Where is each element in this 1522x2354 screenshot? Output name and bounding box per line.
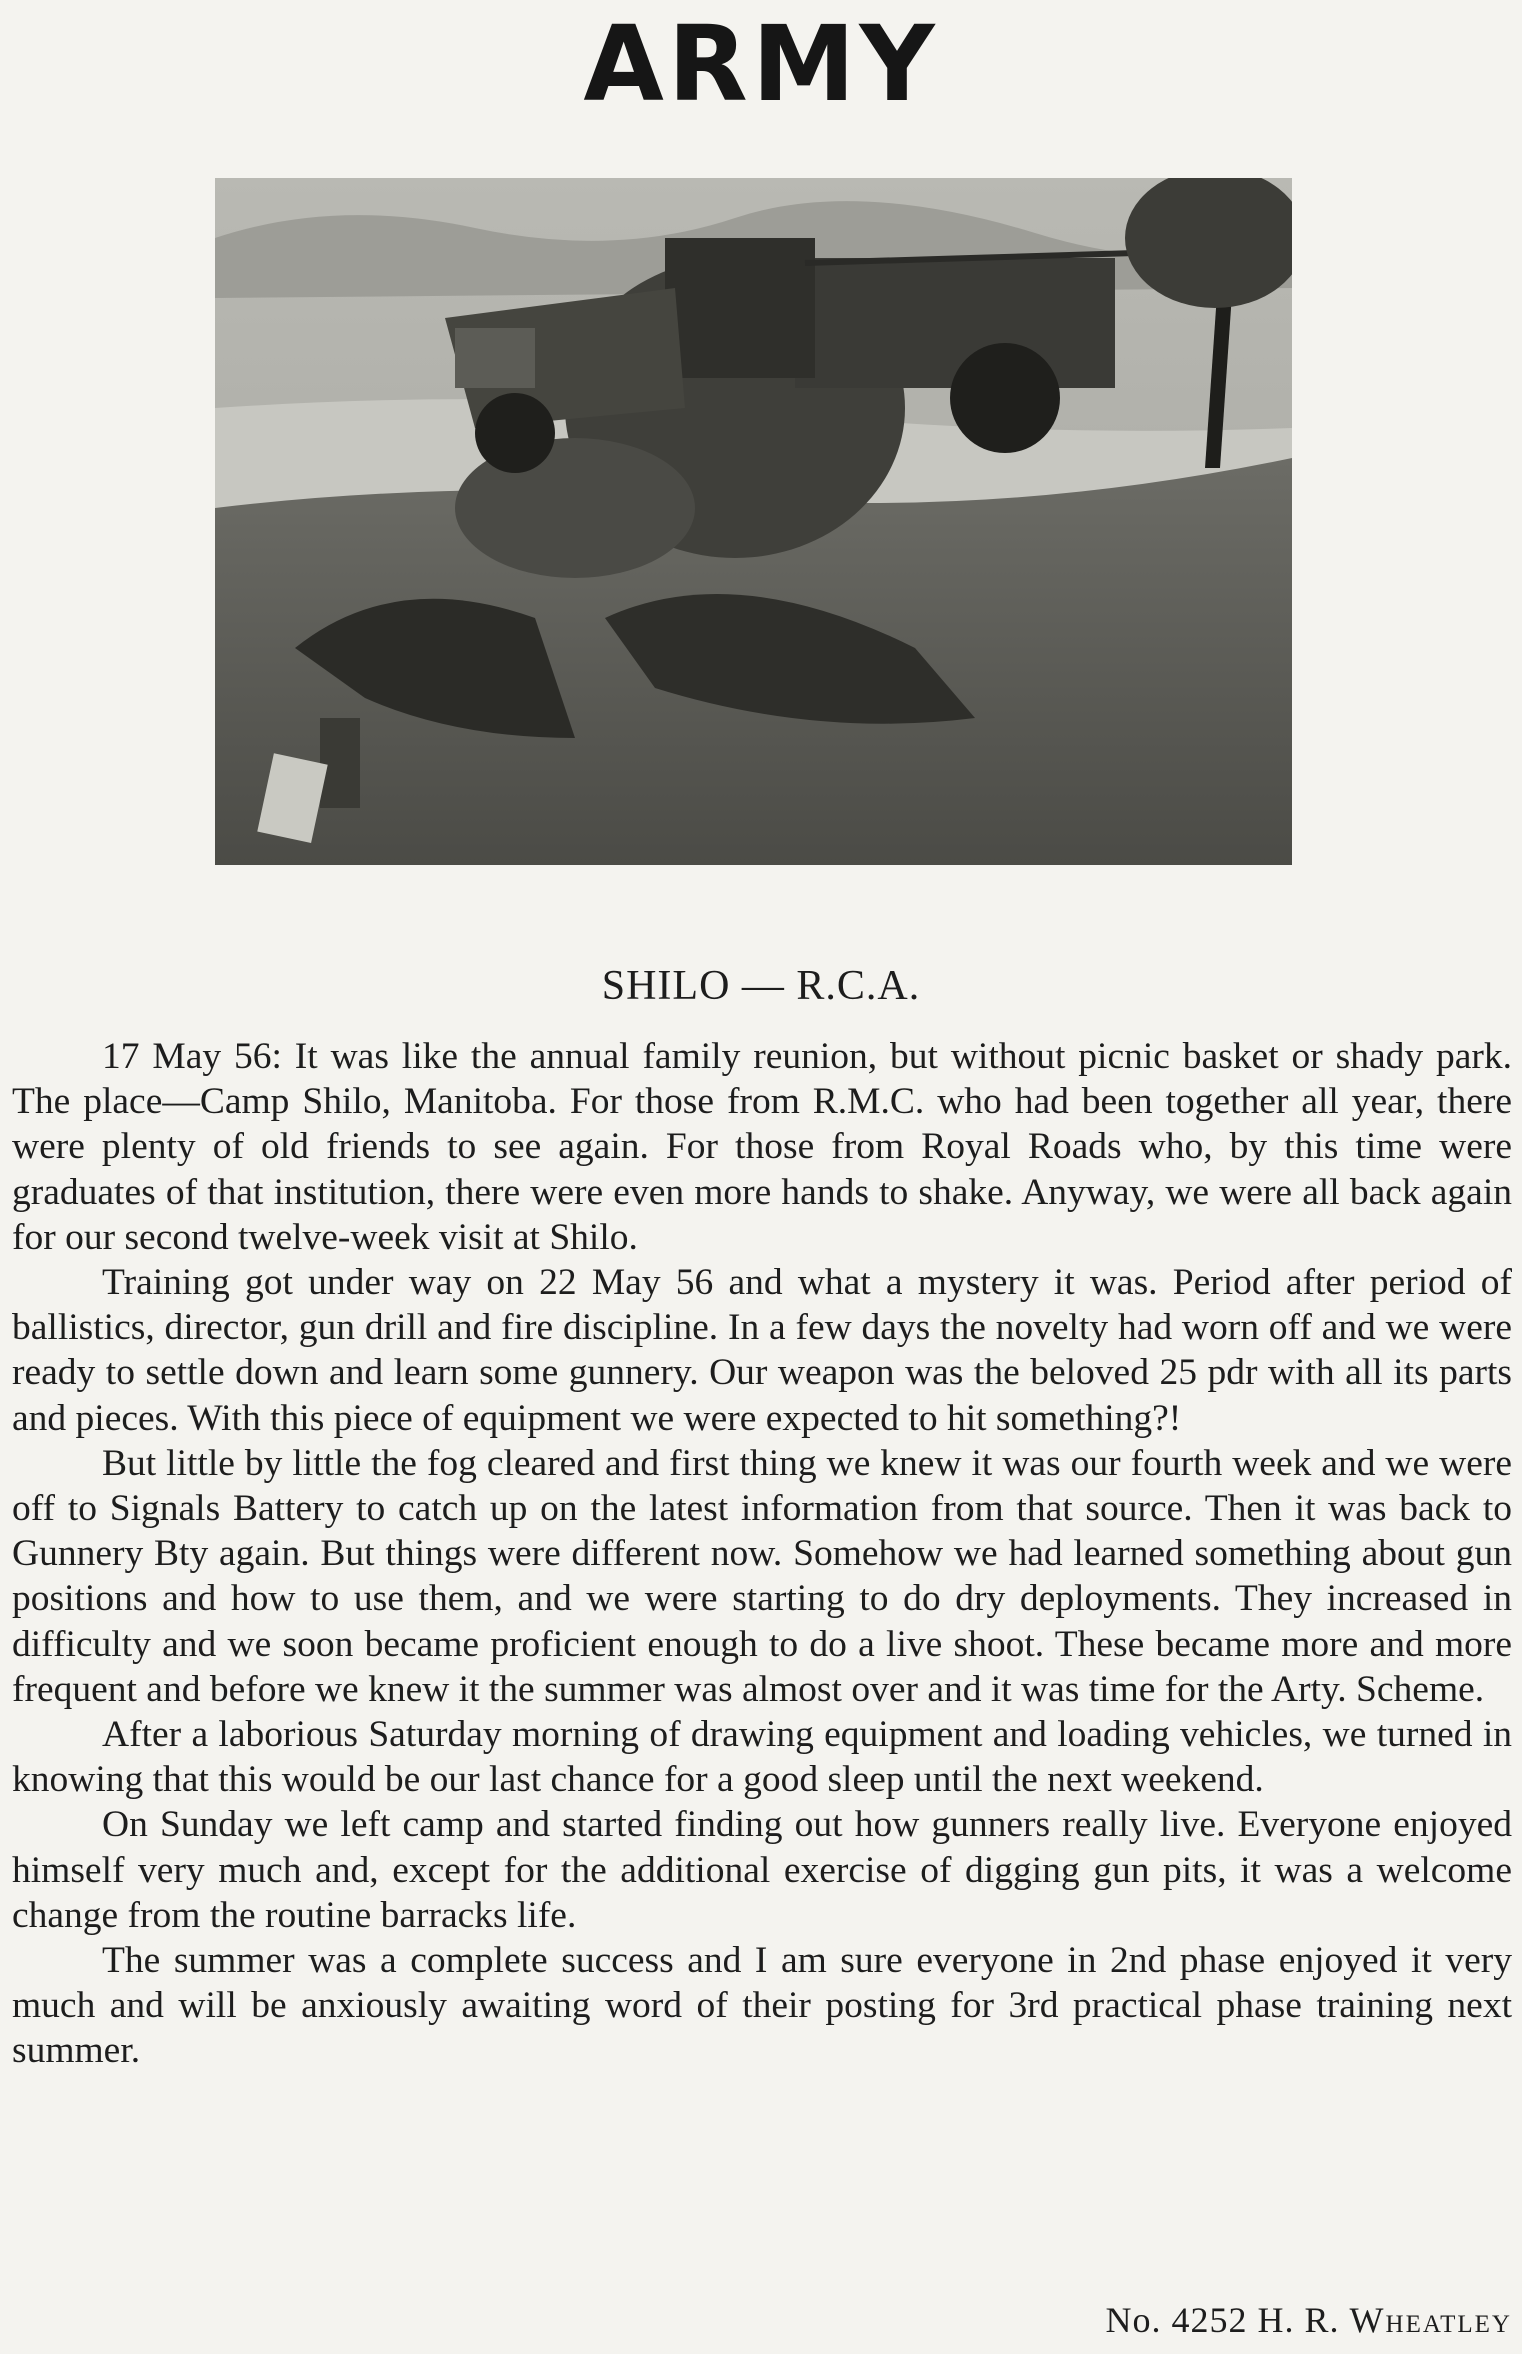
truck-cargo-bed [795,258,1115,388]
signature-number: No. 4252 H. R. [1105,2300,1340,2340]
paragraph: Training got under way on 22 May 56 and what a mystery it was. Period after period of ballistics, director, gun drill and fire discipline. In a few days the novelty had worn off and we were ready to settle down and learn some gunnery. Our weapon was the beloved 25 pdr with all its parts and pieces. With this piece of equipment we were expected to hit something?! [12,1262,1512,1439]
truck-cab [665,238,815,378]
paragraph: But little by little the fog cleared and first thing we knew it was our fourth week and we were off to Signals Battery to catch up on the latest information from that source. Then it was back to Gunnery Bty again. But things were different now. Somehow we had learned something about gun positions and how to use them, and we were starting to do dry deployments. They increased in difficulty and we soon became proficient enough to do a live shoot. These became more and more frequent and before we knew it the summer was almost over and it was time for the Arty. Scheme. [12,1442,1512,1710]
author-signature [1106,2298,1512,2342]
paragraph: 17 May 56: It was like the annual family reunion, but without picnic basket or shady park. The place—Camp Shilo, Manitoba. For those from R.M.C. who had been together all year, there were plenty of old friends to see again. For those from Royal Roads who, by this time were graduates of that institution, there were even more hands to shake. Anyway, we were all back again for our second twelve-week visit at Shilo. [12,1036,1512,1258]
paragraph: On Sunday we left camp and started finding out how gunners really live. Everyone enjoyed himself very much and, except for the additional exercise of digging gun pits, it was a welcome change from the routine barracks life. [12,1804,1512,1936]
truck-grille [455,328,535,388]
paragraph: After a laborious Saturday morning of drawing equipment and loading vehicles, we turned in knowing that this would be our last chance for a good sleep until the next weekend. [12,1714,1512,1801]
truck-front-wheel [475,393,555,473]
paragraph: The summer was a complete success and I am sure everyone in 2nd phase enjoyed it very much and will be anxiously awaiting word of their posting for 3rd practical phase training next summer. [12,1940,1512,2072]
article-body [12,1034,1512,2074]
truck-rear-wheel [950,343,1060,453]
canteen [320,718,360,808]
army-truck-photo [215,178,1292,865]
signature-name: Wheatley [1349,2300,1512,2340]
article-heading: SHILO — R.C.A. [601,963,921,1009]
section-title: ARMY [583,3,939,125]
